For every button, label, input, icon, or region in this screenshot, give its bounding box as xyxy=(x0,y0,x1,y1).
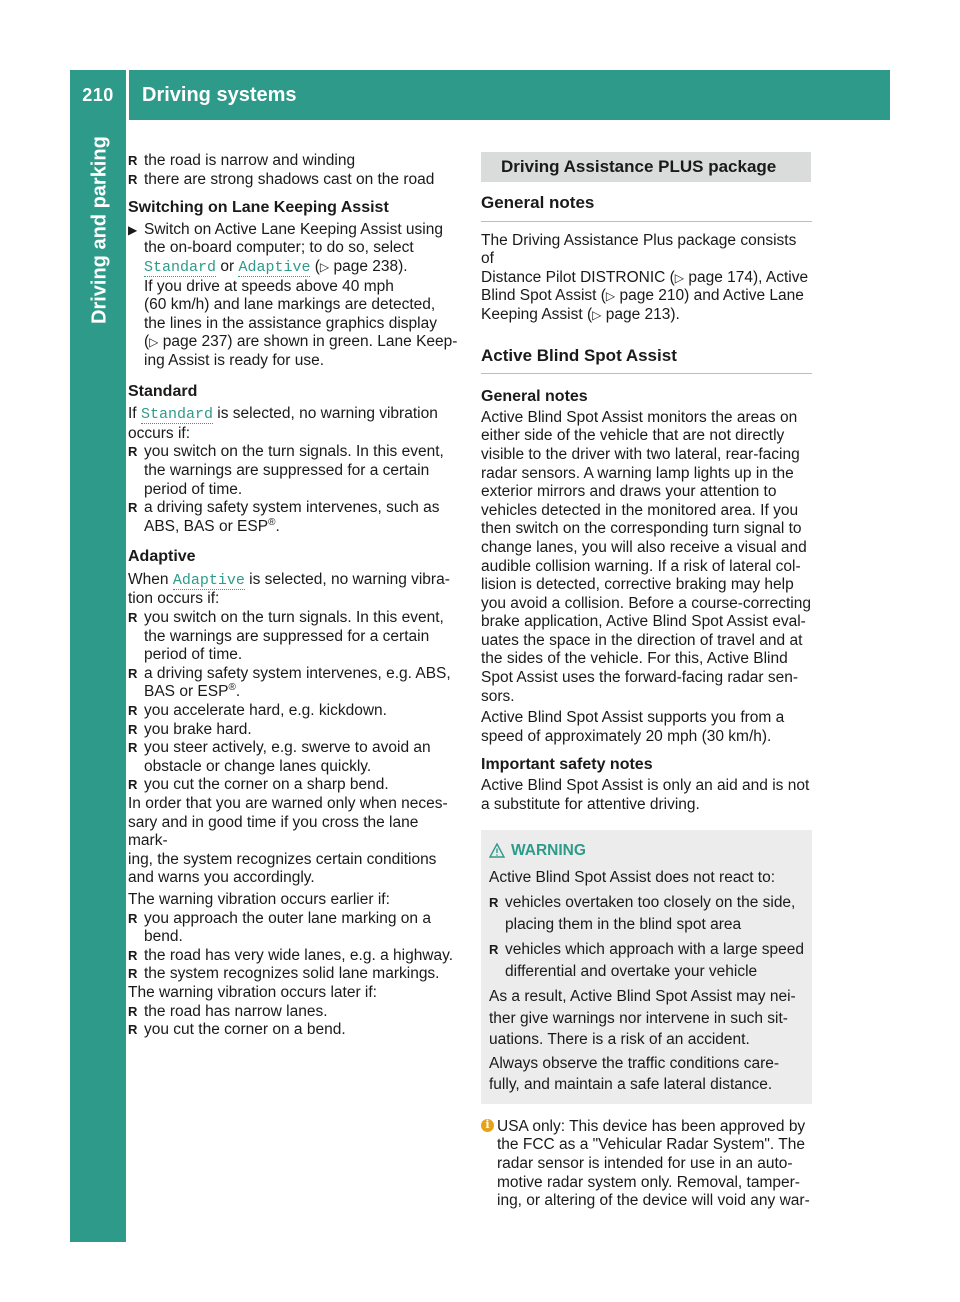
action-arrow-icon: ▶ xyxy=(128,222,138,237)
action-line: the on-board computer; to do so, select xyxy=(144,239,414,257)
list-item: R the road has narrow lanes. xyxy=(128,1003,460,1022)
list-item: R you brake hard. xyxy=(128,721,460,740)
warned-paragraph: In order that you are warned only when neces- sary and in good time if you cross the lane mark- ing, the system recognizes certain conditions and warns you accordingly. xyxy=(128,795,448,887)
page-number: 210 xyxy=(82,84,114,105)
warning-box xyxy=(481,830,812,1104)
warning-title: WARNING xyxy=(489,840,804,862)
list-item: R the system recognizes solid lane markings. xyxy=(128,965,460,984)
right-column xyxy=(481,152,812,1211)
absa-speed-paragraph: Active Blind Spot Assist supports you from a speed of approximately 20 mph (30 km/h). xyxy=(481,709,785,745)
list-item: R a driving safety system intervenes, e.g. ABS, BAS or ESP®. xyxy=(128,665,460,702)
info-note: i USA only: This device has been approved by the FCC as a "Vehicular Radar System". The radar sensor is intended for use in an auto- motive radar system only. Removal, tamper- ing, or altering of the device will void any war- xyxy=(481,1118,812,1211)
absa-paragraph: Active Blind Spot Assist monitors the areas on either side of the vehicle that are not directly visible to the driver with two lateral, rear-facing radar sensors. A warning lamp lights up in the exterior mirrors and draws your attention to vehicles detected in the monitored area. If you then switch on the corresponding turn signal to change lanes, you will also receive a visual and audible collision warning. If a risk of lateral col- lision is detected, corrective braking may help you avoid a collision. Before a course-correcting brake application, Active Blind Spot Assist eval- uates the space in the direction of travel and at the sides of the vehicle. For this, Active Blind Spot Assist uses the forward-facing radar sen- sors. xyxy=(481,408,811,705)
divider xyxy=(481,221,812,222)
list-item: R the road is narrow and winding xyxy=(128,152,460,171)
list-item: R you steer actively, e.g. swerve to avoid an obstacle or change lanes quickly. xyxy=(128,739,460,776)
list-item: R you switch on the turn signals. In this event, the warnings are suppressed for a certain period of time. xyxy=(128,443,460,499)
warning-intro: Active Blind Spot Assist does not react to: xyxy=(489,868,776,886)
action-line: (▷ page 237) are shown in green. Lane Keep- xyxy=(144,333,458,351)
side-tab-label: Driving and parking xyxy=(88,136,111,324)
standard-intro: If Standard is selected, no warning vibration xyxy=(128,405,438,424)
list-item: R you accelerate hard, e.g. kickdown. xyxy=(128,702,460,721)
list-item: R vehicles overtaken too closely on the side, placing them in the blind spot area xyxy=(489,892,804,935)
general-notes-paragraph: The Driving Assistance Plus package consists of Distance Pilot DISTRONIC (▷ page 174), Active Blind Spot Assist (▷ page 210) and Active Lane Keeping Assist (▷ page 213). xyxy=(481,231,809,323)
section-title: Driving systems xyxy=(142,83,297,106)
action-line: Switch on Active Lane Keeping Assist using xyxy=(144,220,443,238)
page-ref-arrow-icon: ▷ xyxy=(592,307,602,322)
standard-mode-label: Standard xyxy=(144,258,217,276)
warning-paragraph: Always observe the traffic conditions care- fully, and maintain a safe lateral distance. xyxy=(489,1054,780,1094)
safety-heading: Important safety notes xyxy=(481,756,653,774)
action-step xyxy=(128,221,460,371)
info-icon: i xyxy=(481,1119,494,1132)
switching-heading: Switching on Lane Keeping Assist xyxy=(128,199,389,217)
package-heading: Driving Assistance PLUS package xyxy=(481,152,811,182)
adaptive-intro-line2: tion occurs if: xyxy=(128,590,220,608)
standard-heading: Standard xyxy=(128,382,198,400)
list-item: R there are strong shadows cast on the road xyxy=(128,171,460,190)
later-intro: The warning vibration occurs later if: xyxy=(128,983,377,1001)
action-line: Standard or Adaptive (▷ page 238). xyxy=(144,257,408,276)
page-ref-arrow-icon: ▷ xyxy=(149,335,159,350)
action-line: (60 km/h) and lane markings are detected, xyxy=(144,296,436,314)
action-line: ing Assist is ready for use. xyxy=(144,351,325,369)
general-notes-heading: General notes xyxy=(481,193,595,212)
page-ref-arrow-icon: ▷ xyxy=(319,259,330,274)
divider xyxy=(481,373,812,374)
list-item: R the road has very wide lanes, e.g. a highway. xyxy=(128,947,460,966)
header-divider xyxy=(126,70,129,120)
earlier-intro: The warning vibration occurs earlier if: xyxy=(128,890,390,908)
list-item: R you switch on the turn signals. In this event, the warnings are suppressed for a certain period of time. xyxy=(128,609,460,665)
list-item: R vehicles which approach with a large speed differential and overtake your vehicle xyxy=(489,939,804,982)
warning-paragraph: As a result, Active Blind Spot Assist may nei- ther give warnings nor intervene in such sit- uations. There is a risk of an accident. xyxy=(489,988,796,1049)
safety-paragraph: Active Blind Spot Assist is only an aid and is not a substitute for attentive driving. xyxy=(481,777,810,813)
page-ref-arrow-icon: ▷ xyxy=(605,289,616,304)
list-item: R you cut the corner on a sharp bend. xyxy=(128,776,460,795)
list-item: R you cut the corner on a bend. xyxy=(128,1021,460,1040)
adaptive-mode-label: Adaptive xyxy=(238,258,311,276)
absa-heading: Active Blind Spot Assist xyxy=(481,345,677,365)
absa-general-heading: General notes xyxy=(481,388,588,406)
list-item: R you approach the outer lane marking on a bend. xyxy=(128,910,460,947)
left-column xyxy=(128,152,460,1040)
adaptive-intro: When Adaptive is selected, no warning vibra- xyxy=(128,570,450,589)
list-item: R a driving safety system intervenes, such as ABS, BAS or ESP®. xyxy=(128,499,460,536)
standard-intro-line2: occurs if: xyxy=(128,424,191,442)
warning-triangle-icon xyxy=(489,843,505,858)
action-line: If you drive at speeds above 40 mph xyxy=(144,277,394,295)
action-line: the lines in the assistance graphics display xyxy=(144,314,437,332)
adaptive-heading: Adaptive xyxy=(128,548,196,566)
page-ref-arrow-icon: ▷ xyxy=(674,270,685,285)
